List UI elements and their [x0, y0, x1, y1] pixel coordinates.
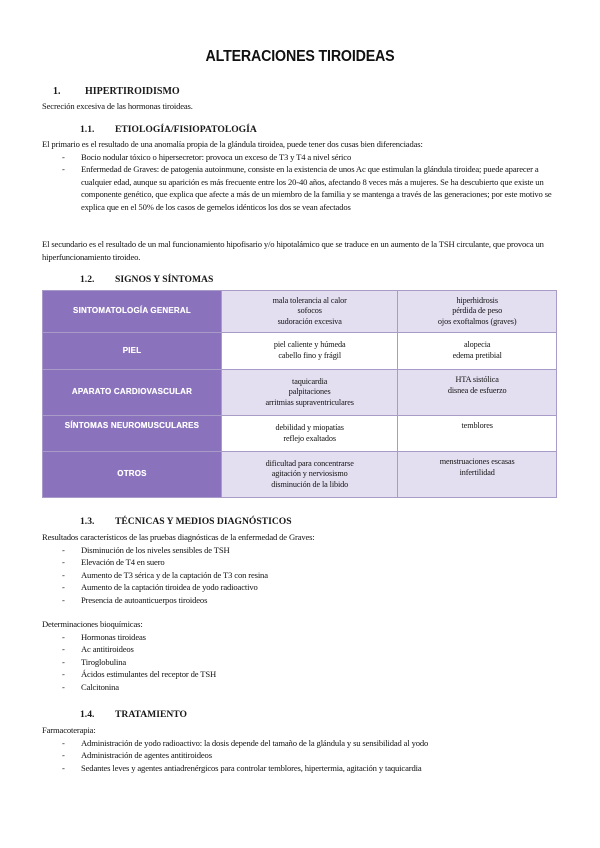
list-item: - Presencia de autoanticuerpos tiroideos: [42, 594, 557, 606]
cell-line: alopecia: [463, 340, 491, 350]
list-item: - Ac antitiroideos: [42, 643, 557, 655]
list-item: - Sedantes leves y agentes antiadrenérgicos para controlar temblores, hipertermia, agitación y taquicardia: [42, 762, 557, 774]
row-header: APARATO CARDIOVASCULAR: [43, 370, 222, 416]
row-header: OTROS: [43, 452, 222, 498]
list-item: - Enfermedad de Graves: de patogenia autoinmune, consiste en la existencia de unos Ac que estimulan la glándula tiroidea; puede aparecer a cualquier edad, aunque su aparición es más frecuente entre los 20-40 años, afectando 8 veces más a mujeres. Se ha descubierto que existe un componente genético, que explica que afecte a más de un miembro de la familia y se mantenga a través de las generaciones; por este motivo se explica que en el 50% de los casos de gemelos idénticos los dos se vean afectados: [42, 163, 557, 213]
table-cell: [398, 370, 557, 416]
document-title: ALTERACIONES TIROIDEAS: [205, 48, 395, 65]
table-cell: [398, 333, 557, 370]
diagnostico-list-graves: [42, 544, 557, 606]
subsection-number: 1.3.: [80, 516, 95, 527]
list-item: - Aumento de la captación tiroidea de yodo radioactivo: [42, 581, 557, 593]
section-intro: Secreción excesiva de las hormonas tiroideas.: [42, 101, 193, 111]
cell-line: menstruaciones escasas: [439, 457, 515, 466]
symptoms-table: [42, 290, 557, 498]
table-row: [43, 370, 557, 416]
list-item: - Administración de yodo radioactivo: la dosis depende del tamaño de la glándula y su sensibilidad al yodo: [42, 737, 557, 749]
table-row: [43, 333, 557, 370]
table-cell: [222, 452, 398, 498]
diagnostico-paragraph-bioquimicas: Determinaciones bioquímicas:: [42, 619, 143, 629]
table-cell: [398, 291, 557, 333]
list-item: - Administración de agentes antitiroideos: [42, 749, 557, 761]
cell-line: dificultad para concentrarse: [265, 458, 354, 468]
cell-line: temblores: [461, 421, 493, 430]
cell-line: sudoración excesiva: [277, 316, 342, 326]
table-cell: [222, 333, 398, 370]
cell-line: pérdida de peso: [452, 306, 503, 316]
list-item: - Bocio nodular tóxico o hipersecretor: provoca un exceso de T3 y T4 a nivel sérico: [42, 151, 557, 163]
diagnostico-paragraph-graves: Resultados característicos de las pruebas diagnósticas de la enfermedad de Graves:: [42, 532, 315, 542]
table-row: [43, 416, 557, 452]
cell-line: palpitaciones: [288, 387, 331, 397]
cell-line: cabello fino y frágil: [278, 351, 342, 360]
subsection-number: 1.2.: [80, 274, 95, 285]
table-cell: [222, 291, 398, 333]
subsection-number: 1.1.: [80, 124, 95, 135]
subsection-title: TÉCNICAS Y MEDIOS DIAGNÓSTICOS: [115, 516, 292, 527]
list-item: - Disminución de los niveles sensibles de TSH: [42, 544, 557, 556]
table-row: [43, 291, 557, 333]
subsection-number: 1.4.: [80, 709, 95, 720]
table-row: [43, 452, 557, 498]
table-cell: [398, 416, 557, 452]
list-item: - Elevación de T4 en suero: [42, 556, 557, 568]
cell-line: reflejo exaltados: [283, 433, 337, 443]
section-title: HIPERTIROIDISMO: [85, 86, 180, 97]
subsection-title: SIGNOS Y SÍNTOMAS: [115, 274, 214, 285]
row-header: SINTOMATOLOGÍA GENERAL: [43, 291, 222, 333]
subsection-title: ETIOLOGÍA/FISIOPATOLOGÍA: [115, 124, 257, 135]
cell-line: debilidad y miopatías: [275, 422, 344, 432]
cell-line: mala tolerancia al calor: [272, 295, 347, 305]
cell-line: HTA sistólica: [455, 375, 499, 384]
cell-line: arritmias supraventriculares: [265, 397, 354, 407]
cell-line: taquicardia: [292, 376, 328, 386]
list-item: - Tiroglobulina: [42, 656, 557, 668]
cell-line: ojos exoftalmos (graves): [437, 316, 517, 326]
cell-line: piel caliente y húmeda: [273, 340, 346, 350]
row-header: SÍNTOMAS NEUROMUSCULARES: [43, 416, 222, 452]
tratamiento-paragraph: Farmacoterapia:: [42, 725, 96, 735]
tratamiento-list: [42, 737, 557, 774]
diagnostico-list-bioquimicas: [42, 631, 557, 693]
cell-line: disminución de la libido: [271, 479, 349, 489]
etiologia-paragraph-primario: El primario es el resultado de una anomalía propia de la glándula tiroidea, puede tener dos cusas bien diferenciadas:: [42, 139, 423, 149]
cell-line: disnea de esfuerzo: [447, 385, 507, 395]
list-item: - Ácidos estimulantes del receptor de TSH: [42, 668, 557, 680]
subsection-title: TRATAMIENTO: [115, 709, 187, 720]
cell-line: agitación y nerviosismo: [271, 469, 348, 479]
row-header: PIEL: [43, 333, 222, 370]
cell-line: sofocos: [297, 306, 322, 316]
cell-line: infertilidad: [459, 467, 495, 477]
list-item: - Calcitonina: [42, 681, 557, 693]
list-item: - Aumento de T3 sérica y de la captación de T3 con resina: [42, 569, 557, 581]
etiologia-paragraph-secundario: El secundario es el resultado de un mal funcionamiento hipofisario y/o hipotalámico que se traduce en un aumento de la TSH circulante, que provoca un hiperfuncionamiento tiroideo.: [42, 239, 544, 262]
cell-line: hiperhidrosis: [456, 295, 498, 305]
table-cell: [222, 416, 398, 452]
table-cell: [222, 370, 398, 416]
table-cell: [398, 452, 557, 498]
list-item: - Hormonas tiroideas: [42, 631, 557, 643]
cell-line: edema pretibial: [452, 351, 502, 360]
section-number: 1.: [53, 86, 61, 97]
etiologia-list: [42, 151, 557, 213]
